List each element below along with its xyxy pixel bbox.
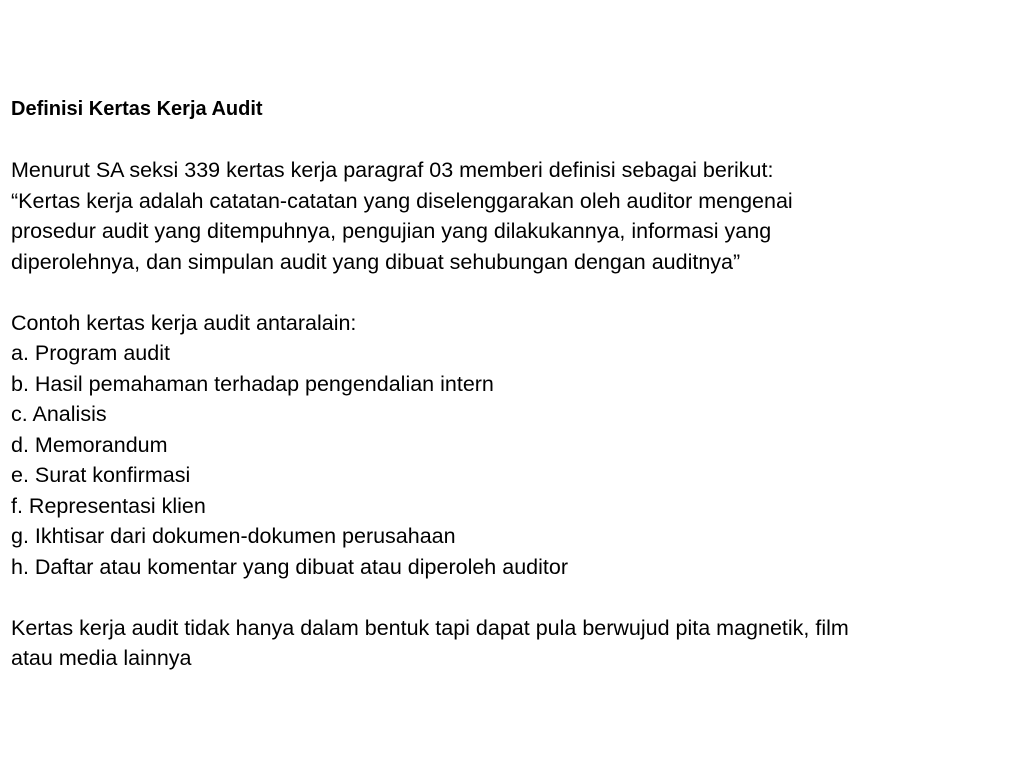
closing-paragraph (11, 613, 1016, 674)
list-item: h. Daftar atau komentar yang dibuat atau diperoleh auditor (11, 554, 568, 579)
list-item: b. Hasil pemahaman terhadap pengendalian intern (11, 371, 494, 396)
examples-heading: Contoh kertas kerja audit antaralain: (11, 310, 357, 335)
closing-line: Kertas kerja audit tidak hanya dalam bentuk tapi dapat pula berwujud pita magnetik, film (11, 615, 849, 640)
examples-section (11, 308, 1016, 583)
list-item: g. Ikhtisar dari dokumen-dokumen perusahaan (11, 524, 456, 548)
list-item: c. Analisis (11, 402, 107, 426)
list-item: d. Memorandum (11, 432, 168, 457)
list-item: e. Surat konfirmasi (11, 463, 191, 487)
spacer (11, 582, 1016, 613)
list-item: f. Representasi klien (11, 493, 206, 518)
slide-title: Definisi Kertas Kerja Audit (11, 98, 263, 120)
slide-content (11, 94, 1016, 674)
definition-line: diperolehnya, dan simpulan audit yang dibuat sehubungan dengan auditnya” (11, 249, 741, 274)
definition-line: prosedur audit yang ditempuhnya, pengujian yang dilakukannya, informasi yang (11, 219, 772, 243)
definition-paragraph (11, 155, 1016, 277)
spacer (11, 277, 1016, 308)
list-item: a. Program audit (11, 341, 170, 365)
closing-line: atau media lainnya (11, 646, 192, 670)
definition-line: Menurut SA seksi 339 kertas kerja paragraf 03 memberi definisi sebagai berikut: (11, 158, 774, 182)
spacer (11, 124, 1016, 155)
definition-line: “Kertas kerja adalah catatan-catatan yang diselenggarakan oleh auditor mengenai (11, 188, 793, 213)
